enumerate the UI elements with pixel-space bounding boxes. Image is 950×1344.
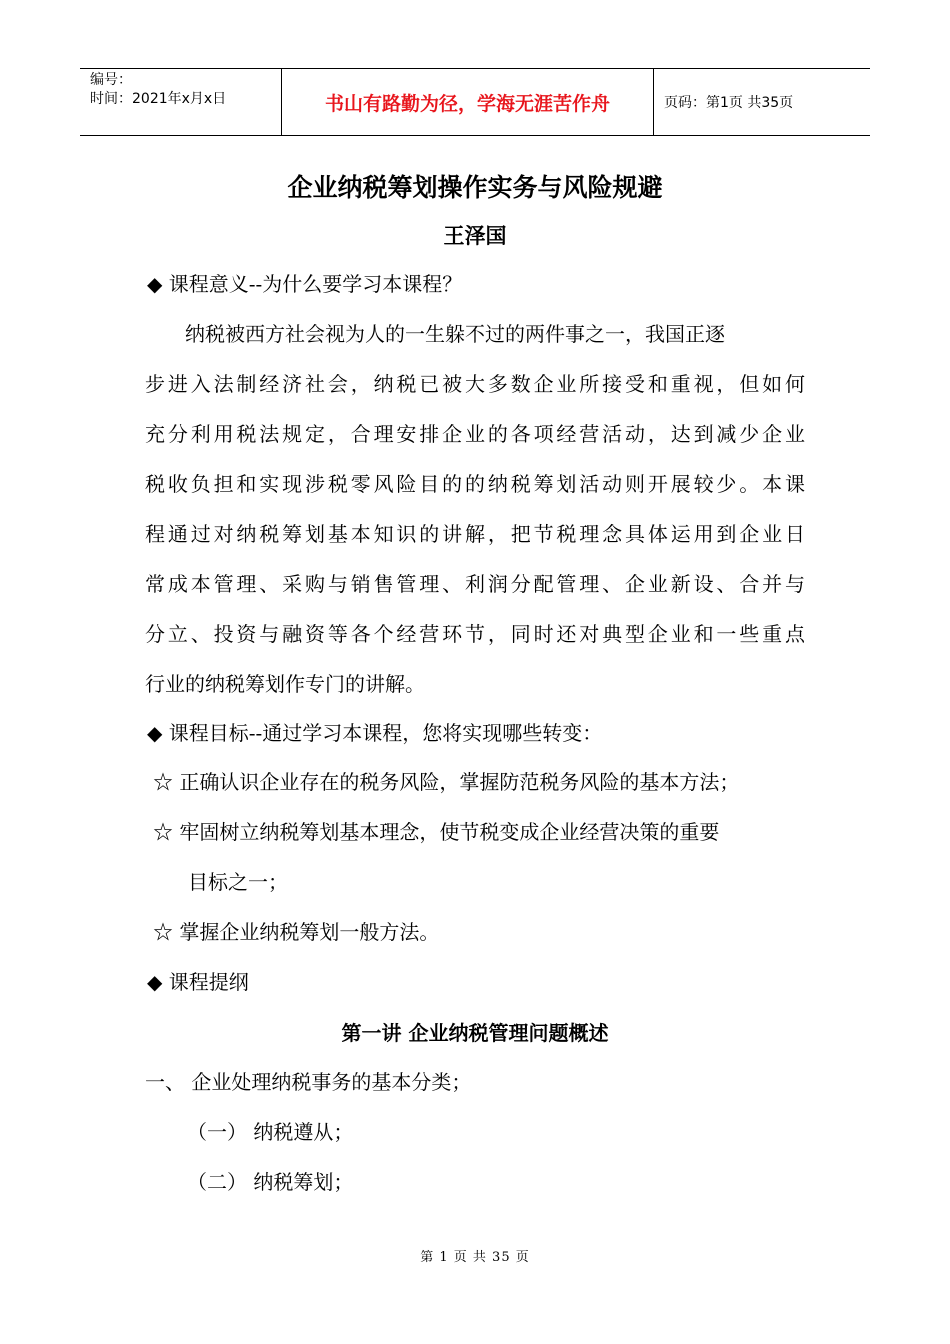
paragraph-line: 分立、投资与融资等各个经营环节，同时还对典型企业和一些重点 bbox=[145, 622, 805, 646]
paragraph-line: 程通过对纳税筹划基本知识的讲解，把节税理念具体运用到企业日 bbox=[145, 522, 805, 546]
lecture-title: 第一讲 企业纳税管理问题概述 bbox=[341, 1021, 609, 1045]
paragraph-line: 行业的纳税筹划作专门的讲解。 bbox=[145, 672, 425, 696]
outline-subitem: （二） 纳税筹划； bbox=[187, 1170, 354, 1194]
paragraph-line: 税收负担和实现涉税零风险目的的纳税筹划活动则开展较少。本课 bbox=[145, 472, 805, 496]
outline-heading: ◆ 课程提纲 bbox=[147, 970, 249, 994]
paragraph-line: 充分利用税法规定，合理安排企业的各项经营活动，达到减少企业 bbox=[145, 422, 805, 446]
time-label: 时间：2021年x月x日 bbox=[90, 91, 227, 107]
outline-item: 一、 企业处理纳税事务的基本分类； bbox=[145, 1070, 472, 1094]
goal-item: ☆ 牢固树立纳税筹划基本理念，使节税变成企业经营决策的重要 bbox=[153, 820, 720, 844]
page-footer: 第 1 页 共 35 页 bbox=[420, 1250, 530, 1265]
goal-item: ☆ 正确认识企业存在的税务风险，掌握防范税务风险的基本方法； bbox=[153, 770, 740, 794]
header-page-info: 页码：第1页 共35页 bbox=[664, 95, 794, 111]
header-motto: 书山有路勤为径，学海无涯苦作舟 bbox=[282, 69, 654, 135]
header-left-cell bbox=[80, 69, 282, 135]
goals-heading: ◆ 课程目标--通过学习本课程，您将实现哪些转变： bbox=[147, 721, 603, 745]
paragraph-line: 常成本管理、采购与销售管理、利润分配管理、企业新设、合并与 bbox=[145, 572, 805, 596]
author-name: 王泽国 bbox=[443, 224, 507, 248]
document-title: 企业纳税筹划操作实务与风险规避 bbox=[287, 173, 663, 202]
goal-item-continuation: 目标之一； bbox=[188, 870, 288, 894]
outline-subitem: （一） 纳税遵从； bbox=[187, 1120, 354, 1144]
number-label: 编号： bbox=[90, 72, 132, 88]
paragraph-line: 步进入法制经济社会，纳税已被大多数企业所接受和重视，但如何 bbox=[145, 372, 805, 396]
goal-item: ☆ 掌握企业纳税筹划一般方法。 bbox=[153, 920, 440, 944]
header-table bbox=[80, 68, 870, 136]
paragraph-line: 纳税被西方社会视为人的一生躲不过的两件事之一，我国正逐 bbox=[185, 322, 725, 346]
significance-heading: ◆ 课程意义--为什么要学习本课程？ bbox=[147, 272, 463, 296]
